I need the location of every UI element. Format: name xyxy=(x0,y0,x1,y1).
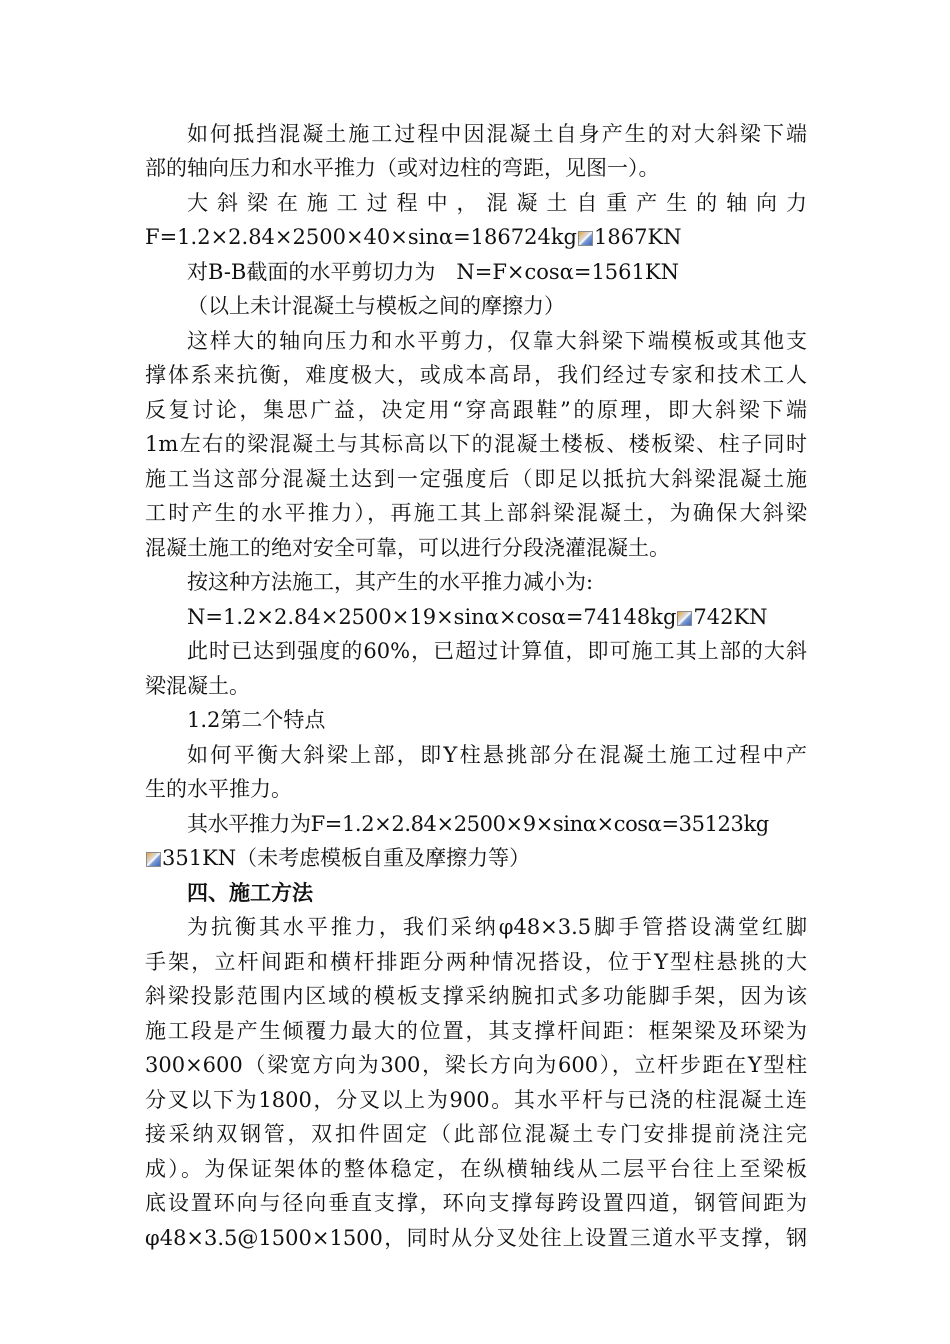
text-continuation: 351KN（未考虑模板自重及摩擦力等） xyxy=(162,846,531,870)
missing-glyph-icon xyxy=(578,231,593,246)
text-line: 混凝土施工的绝对安全可靠，可以进行分段浇灌混凝土。 xyxy=(145,536,670,560)
text-line: 底设置环向与径向垂直支撑，环向支撑每跨设置四道，钢管间距为 xyxy=(145,1191,807,1215)
text-line: 接采纳双钢管，双扣件固定（此部位混凝土专门安排提前浇注完 xyxy=(145,1122,807,1146)
section-heading: 四、施工方法 xyxy=(187,880,313,905)
text-line: φ48×3.5@1500×1500，同时从分叉处往上设置三道水平支撑，钢 xyxy=(145,1226,807,1250)
text-line: 成）。为保证架体的整体稳定，在纵横轴线从二层平台往上至梁板 xyxy=(145,1157,807,1181)
text-line: 反复讨论，集思广益，决定用“穿高跟鞋”的原理，即大斜梁下端 xyxy=(145,398,807,422)
text-line: 按这种方法施工，其产生的水平推力减小为: xyxy=(187,570,594,594)
text-line-with-glyph xyxy=(145,841,807,875)
text-line: 施工段是产生倾覆力最大的位置，其支撑杆间距：框架梁及环梁为 xyxy=(145,1019,807,1043)
text-line: 此时已达到强度的60%，已超过计算值，即可施工其上部的大斜 xyxy=(187,639,807,663)
formula-text: N=1.2×2.84×2500×19×sinα×cosα=74148kg xyxy=(187,605,677,629)
formula-result: 742KN xyxy=(693,605,768,629)
text-line-with-glyph xyxy=(145,220,807,254)
text-line: 对B-B截面的水平剪切力为 N=F×cosα=1561KN xyxy=(187,260,679,284)
text-line: 分叉以下为1800，分叉以上为900。其水平杆与已浇的柱混凝土连 xyxy=(145,1088,807,1112)
text-line: 300×600（梁宽方向为300，梁长方向为600），立杆步距在Y型柱 xyxy=(145,1053,807,1077)
text-line: 1m左右的梁混凝土与其标高以下的混凝土楼板、楼板梁、柱子同时 xyxy=(145,432,807,456)
text-line: 工时产生的水平推力），再施工其上部斜梁混凝土，为确保大斜梁 xyxy=(145,501,807,525)
text-line: 梁混凝土。 xyxy=(145,674,250,698)
missing-glyph-icon xyxy=(677,611,692,626)
text-line: （以上未计混凝土与模板之间的摩擦力） xyxy=(187,294,565,318)
text-line: 大斜梁在施工过程中，混凝土自重产生的轴向力 xyxy=(187,191,807,215)
text-line: 施工当这部分混凝土达到一定强度后（即足以抵抗大斜梁混凝土施 xyxy=(145,467,807,491)
text-line: 撑体系来抗衡，难度极大，或成本高昂，我们经过专家和技术工人 xyxy=(145,363,807,387)
text-line: 手架，立杆间距和横杆排距分两种情况搭设，位于Y型柱悬挑的大 xyxy=(145,950,807,974)
missing-glyph-icon xyxy=(146,852,161,867)
text-line: 斜梁投影范围内区域的模板支撑采纳腕扣式多功能脚手架，因为该 xyxy=(145,984,807,1008)
section-heading: 1.2第二个特点 xyxy=(187,708,326,732)
formula-text: F=1.2×2.84×2500×40×sinα=186724kg xyxy=(145,225,577,249)
text-line: 如何抵挡混凝土施工过程中因混凝土自身产生的对大斜梁下端 xyxy=(187,122,807,146)
text-line: 这样大的轴向压力和水平剪力，仅靠大斜梁下端模板或其他支 xyxy=(187,329,807,353)
text-line-with-glyph xyxy=(187,600,807,634)
text-line: 其水平推力为F=1.2×2.84×2500×9×sinα×cosα=35123kg xyxy=(187,812,769,836)
text-line: 如何平衡大斜梁上部，即Y柱悬挑部分在混凝土施工过程中产 xyxy=(187,743,807,767)
formula-result: 1867KN xyxy=(594,225,682,249)
text-line: 生的水平推力。 xyxy=(145,777,292,801)
text-line: 为抗衡其水平推力，我们采纳φ48×3.5脚手管搭设满堂红脚 xyxy=(187,915,807,939)
text-line: 部的轴向压力和水平推力（或对边柱的弯距，见图一）。 xyxy=(145,156,660,180)
